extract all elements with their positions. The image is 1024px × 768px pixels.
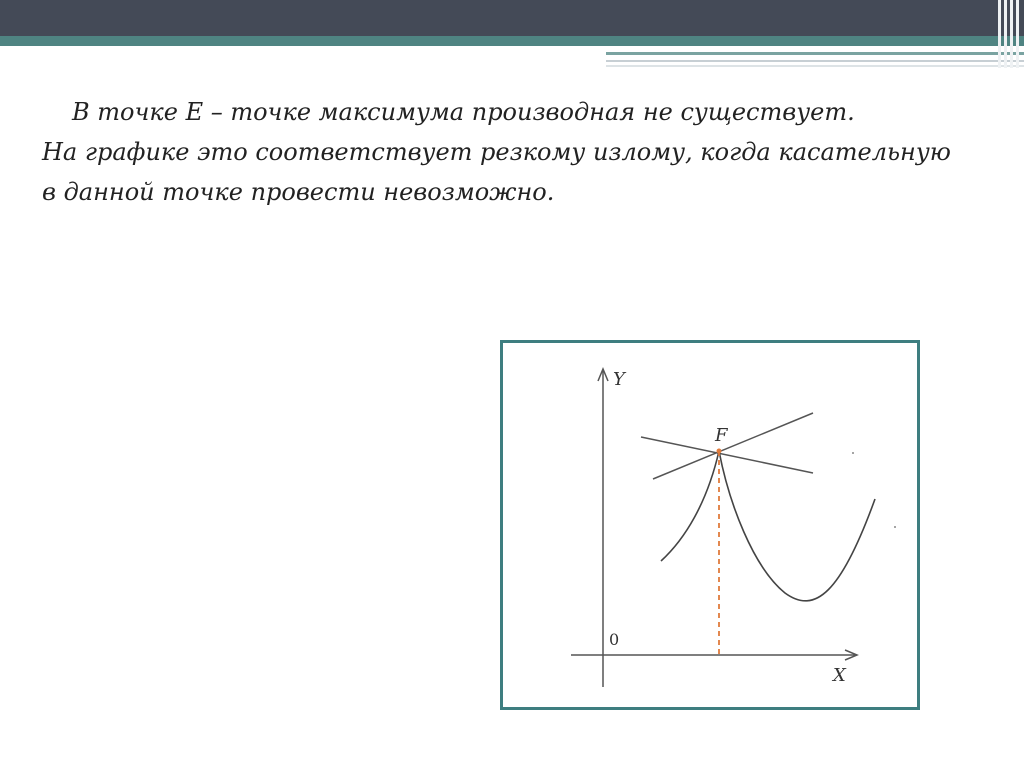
slide-body-text	[42, 92, 1012, 212]
speck	[852, 452, 854, 454]
header-bar	[0, 0, 1024, 36]
decorative-strips	[994, 0, 1024, 68]
accent-band	[0, 36, 1024, 46]
point-f-marker	[717, 449, 722, 454]
y-axis-label: Y	[613, 369, 625, 390]
function-curve	[661, 451, 875, 601]
text-line: В точке Е – точке максимума производная не существует.	[72, 98, 855, 126]
accent-line	[606, 52, 1024, 55]
tangent-line-2	[653, 413, 813, 479]
speck	[894, 526, 896, 528]
text-line: в данной точке провести невозможно.	[42, 178, 555, 206]
point-f-label: F	[715, 425, 728, 446]
graph-figure	[500, 340, 920, 710]
divider-line	[606, 65, 1024, 67]
x-axis-label: X	[833, 665, 846, 686]
origin-label: 0	[609, 630, 620, 649]
divider-line	[606, 60, 1024, 62]
function-graph	[503, 343, 917, 707]
text-line: На графике это соответствует резкому излому, когда касательную	[42, 138, 951, 166]
